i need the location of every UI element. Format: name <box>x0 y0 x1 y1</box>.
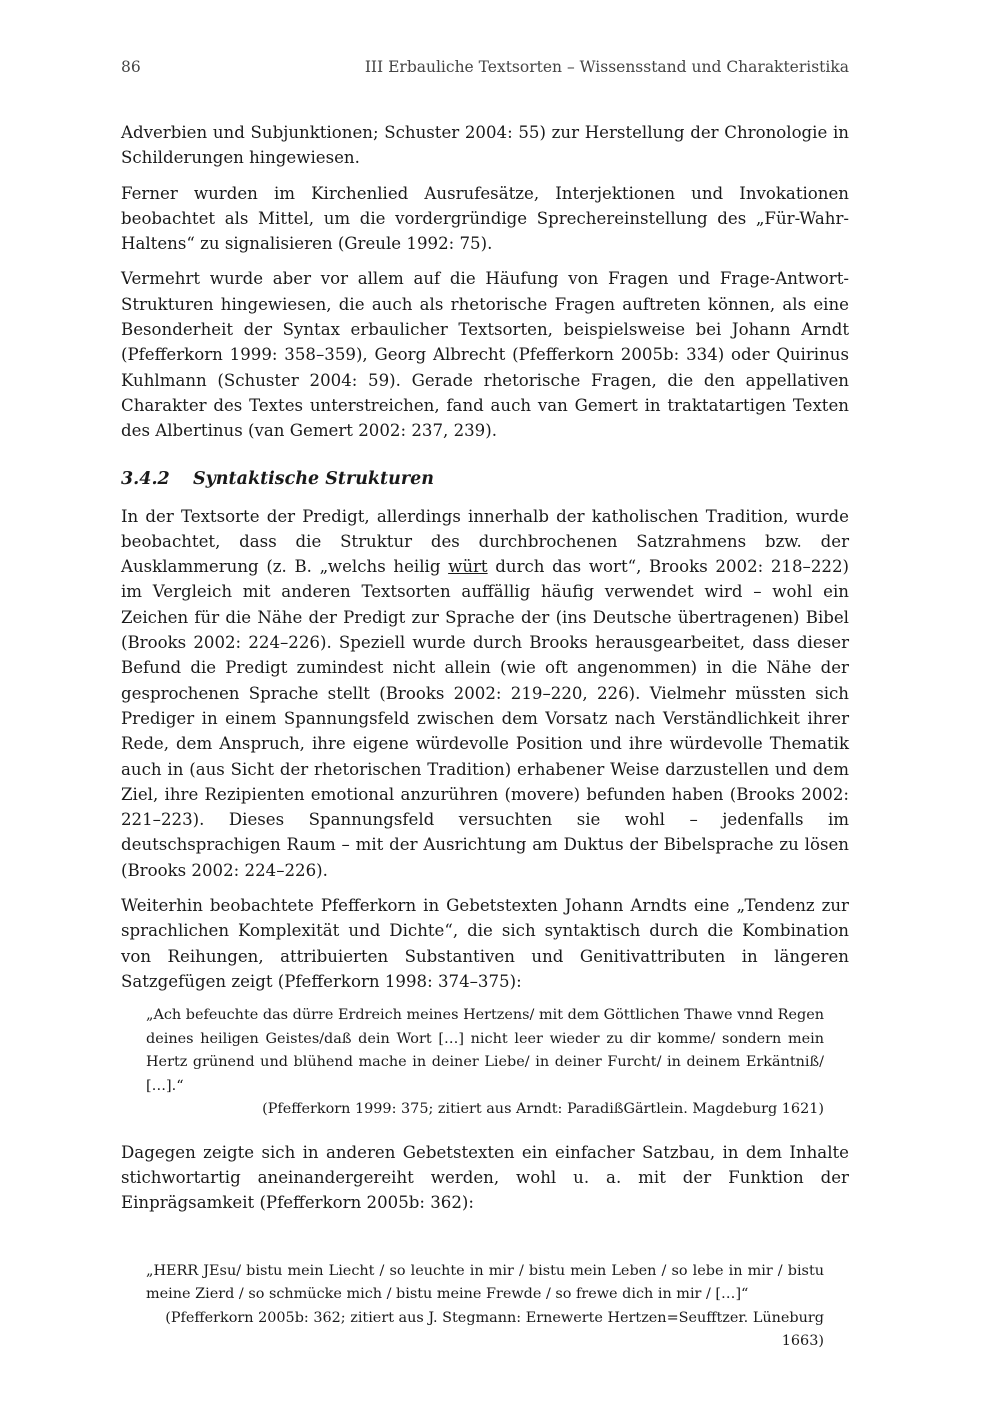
paragraph: Adverbien und Subjunktionen; Schuster 2004: 55) zur Herstellung der Chronologie in Schilderungen hingewiesen. <box>121 123 849 168</box>
paragraph-text: durch das wort“, Brooks 2002: 218–222) im Vergleich mit anderen Textsorten auffällig häufig verwendet wird – wohl ein Zeichen für die Nähe der Predigt zur Sprache der (ins Deutsche übertragenen) Bibel (Brooks 2002: 224–226). Speziell wurde durch Brooks herausgearbeitet, dass dieser Befund die Predigt zumindest nicht allein (wie oft angenommen) in die Nähe der gesprochenen Sprache stellt (Brooks 2002: 219–220, 226). Vielmehr müssten sich Prediger in einem Spannungsfeld zwischen dem Vorsatz nach Verständlichkeit ihrer Rede, dem Anspruch, ihre eigene würdevolle Position und ihre würdevolle Thematik auch in (aus Sicht der rhetorischen Tradition) erhabener Weise darzustellen und dem Ziel, ihre Rezipienten emotional anzurühren (movere) befunden haben (Brooks 2002: 221–223). Dieses Spannungsfeld versuchten sie wohl – jedenfalls im deutschsprachigen Raum – mit der Ausrichtung am Duktus der Bibelsprache zu lösen (Brooks 2002: 224–226). <box>121 557 849 880</box>
spacer <box>121 1226 849 1254</box>
paragraph: Vermehrt wurde aber vor allem auf die Häufung von Fragen und Frage-Antwort-Strukturen hingewiesen, die auch als rhetorische Fragen auftreten können, als eine Besonderheit der Syntax erbaulicher Textsorten, beispielsweise bei Johann Arndt (Pfefferkorn 1999: 358–359), Georg Albrecht (Pfefferkorn 2005b: 334) oder Quirinus Kuhlmann (Schuster 2004: 59). Gerade rhetorische Fragen, die den appellativen Charakter des Textes unterstreichen, fand auch van Gemert in traktatartigen Texten des Albertinus (van Gemert 2002: 237, 239). <box>121 269 849 441</box>
page-number: 86 <box>121 58 141 76</box>
section-title: Syntaktische Strukturen <box>193 468 434 489</box>
paragraph: Weiterhin beobachtete Pfefferkorn in Gebetstexten Johann Arndts eine „Tendenz zur sprachlichen Komplexität und Dichte“, die sich syntaktisch durch die Kombination von Reihungen, attribuierten Substantiven und Genitivattributen in längeren Satzgefügen zeigt (Pfefferkorn 1998: 374–375): <box>121 896 849 991</box>
underlined-word: würt <box>448 557 488 577</box>
block-quote <box>146 1260 824 1354</box>
paragraph: Dagegen zeigte sich in anderen Gebetstexten ein einfacher Satzbau, in dem Inhalte stichwortartig aneinandergereiht werden, wohl u. a. mit der Funktion der Einprägsamkeit (Pfefferkorn 2005b: 362): <box>121 1142 849 1213</box>
paragraph: Ferner wurden im Kirchenlied Ausrufesätze, Interjektionen und Invokationen beobachtet als Mittel, um die vordergründige Sprechereinstellung des „Für-Wahr-Haltens“ zu signalisieren (Greule 1992: 75). <box>121 183 849 254</box>
paragraph-text: In der Textsorte der Predigt, allerdings innerhalb der katholischen Tradition, wurde beobachtet, dass die Struktur des durchbrochenen Satzrahmens bzw. der Ausklammerung (z. B. „welchs heilig <box>121 506 849 577</box>
quote-text: „Ach befeuchte das dürre Erdreich meines Hertzens/ mit dem Göttlichen Thawe vnnd Regen deines heiligen Geistes/daß dein Wort […] nicht leer wieder zu dir komme/ sondern mein Hertz grünend und blühend mache in deiner Liebe/ in deiner Furcht/ in deinem Erkäntniß/ […].“ <box>146 1007 824 1094</box>
quote-source: (Pfefferkorn 1999: 375; zitiert aus Arndt: ParadißGärtlein. Magdeburg 1621) <box>262 1101 824 1118</box>
quote-source: (Pfefferkorn 2005b: 362; zitiert aus J. Stegmann: Ernewerte Hertzen=Seufftzer. Lüneburg 1663) <box>165 1309 824 1350</box>
section-number: 3.4.2 <box>121 468 170 489</box>
page-body <box>121 120 849 1372</box>
quote-text: „HERR JEsu/ bistu mein Liecht / so leuchte in mir / bistu mein Leben / so lebe in mir / bistu meine Zierd / so schmücke mich / bistu meine Frewde / so frewe dich in mir / […]“ <box>146 1262 824 1303</box>
block-quote <box>146 1004 824 1122</box>
section-heading <box>121 466 849 492</box>
paragraph <box>121 504 849 883</box>
page-header <box>121 58 849 82</box>
running-title: III Erbauliche Textsorten – Wissensstand und Charakteristika <box>364 58 849 76</box>
